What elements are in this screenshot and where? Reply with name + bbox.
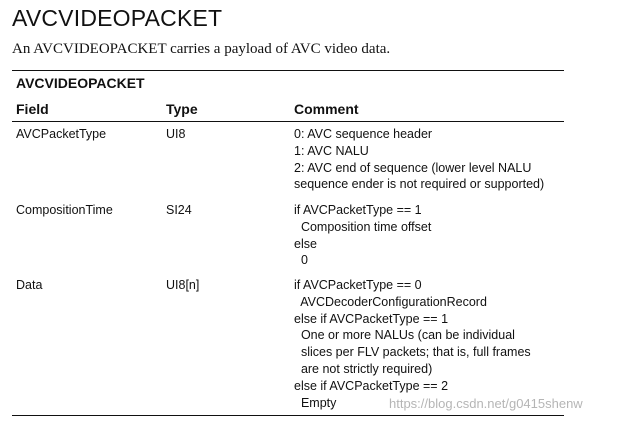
table-title: AVCVIDEOPACKET — [16, 75, 145, 91]
comment-line: 0: AVC sequence header — [294, 127, 433, 141]
table-row-data-comment — [294, 277, 531, 411]
column-header-type: Type — [166, 101, 198, 117]
table-row-compositiontime-type: SI24 — [166, 203, 192, 217]
column-header-field: Field — [16, 101, 49, 117]
comment-line: else if AVCPacketType == 2 — [294, 378, 449, 393]
page-title: AVCVIDEOPACKET — [12, 5, 223, 31]
table-row-compositiontime-field: CompositionTime — [16, 203, 113, 217]
comment-line: Empty — [294, 395, 337, 410]
table-row-avcpackettype-field: AVCPacketType — [16, 127, 107, 141]
table-row-compositiontime-comment — [294, 202, 431, 269]
comment-line: 2: AVC end of sequence (lower level NALU — [294, 160, 532, 175]
comment-line: if AVCPacketType == 1 — [294, 203, 422, 217]
comment-line: slices per FLV packets; that is, full frames — [294, 345, 531, 360]
avc-video-packet-table — [12, 70, 564, 416]
comment-line: else — [294, 236, 317, 251]
comment-line: else if AVCPacketType == 1 — [294, 311, 449, 326]
table-row-data-field: Data — [16, 278, 43, 292]
comment-line: if AVCPacketType == 0 — [294, 278, 422, 292]
comment-line: One or more NALUs (can be individual — [294, 328, 515, 343]
column-header-comment: Comment — [294, 101, 359, 117]
comment-line: 0 — [294, 253, 308, 268]
comment-line: sequence ender is not required or supported) — [294, 177, 545, 192]
comment-line: Composition time offset — [294, 219, 432, 234]
document-page — [12, 0, 572, 423]
header-rule — [12, 121, 564, 122]
description-text: An AVCVIDEOPACKET carries a payload of AVC video data. — [12, 41, 391, 57]
blog-watermark: https://blog.csdn.net/g0415shenw — [389, 396, 583, 411]
table-row-avcpackettype-comment — [294, 126, 544, 193]
comment-line: 1: AVC NALU — [294, 143, 369, 158]
table-row-avcpackettype-type: UI8 — [166, 127, 186, 141]
comment-line: are not strictly required) — [294, 361, 433, 376]
table-top-rule — [12, 70, 564, 71]
table-bottom-rule — [12, 415, 564, 416]
comment-line: AVCDecoderConfigurationRecord — [294, 294, 487, 309]
table-row-data-type: UI8[n] — [166, 278, 200, 292]
